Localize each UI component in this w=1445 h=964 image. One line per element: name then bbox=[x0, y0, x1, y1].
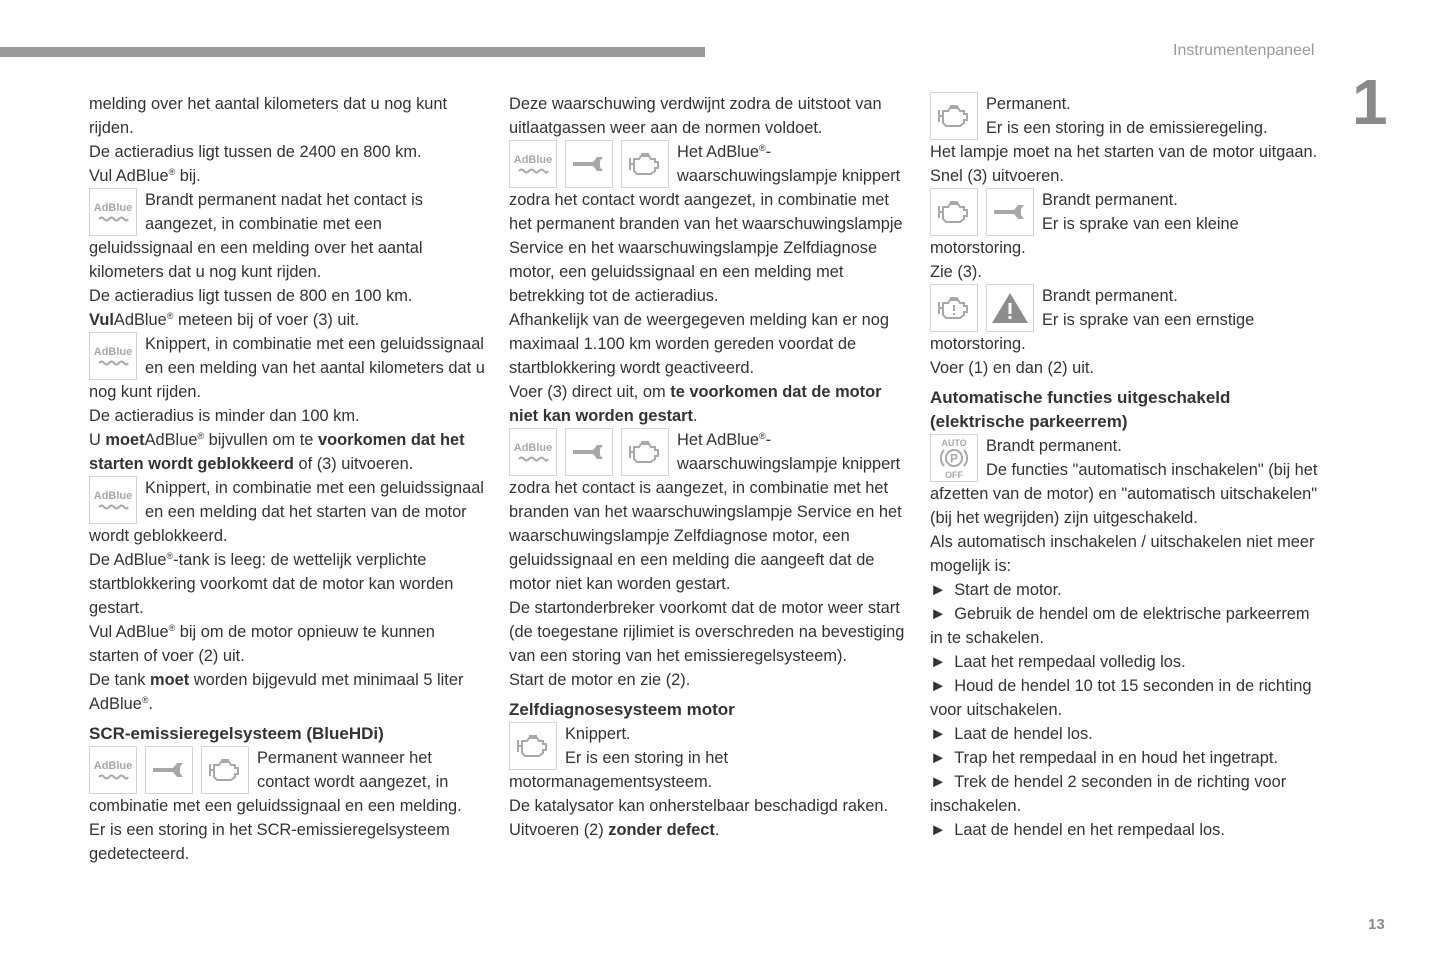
text: Voer (1) en dan (2) uit. bbox=[930, 359, 1094, 377]
warning-lamp-group bbox=[930, 284, 1034, 332]
text: bij. bbox=[175, 167, 201, 185]
warning-lamp-group bbox=[930, 92, 978, 140]
text: Permanent. bbox=[986, 95, 1071, 113]
warning-lamp-group bbox=[509, 722, 557, 770]
bullet-item bbox=[930, 650, 1326, 674]
bullet-item bbox=[930, 770, 1326, 818]
svg-text:AUTO: AUTO bbox=[941, 438, 967, 448]
text: bijvullen om te bbox=[204, 431, 318, 449]
engine-alert-icon bbox=[930, 284, 978, 332]
text: Snel (3) uitvoeren. bbox=[930, 167, 1064, 185]
section-heading: Automatische functies uitgeschakeld (elektrische parkeerrem) bbox=[930, 388, 1231, 431]
column-2 bbox=[509, 92, 905, 842]
bullet-marker-icon: ► bbox=[930, 725, 947, 743]
text: Er is een storing in de emissieregeling. bbox=[986, 119, 1268, 137]
chapter-number: 1 bbox=[1352, 66, 1388, 138]
bullet-marker-icon: ► bbox=[930, 773, 947, 791]
text: Het AdBlue bbox=[677, 143, 760, 161]
registered-mark: ® bbox=[197, 431, 205, 441]
text: Start de motor en zie (2). bbox=[509, 671, 691, 689]
text: Brandt permanent. bbox=[986, 437, 1122, 455]
svg-text:AdBlue: AdBlue bbox=[93, 346, 133, 358]
text: Knippert, in combinatie met een geluidssignaal en een melding dat het starten van de motor wordt geblokkeerd. bbox=[89, 479, 484, 545]
text: U bbox=[89, 431, 106, 449]
svg-text:AdBlue: AdBlue bbox=[513, 442, 553, 454]
paragraph bbox=[509, 722, 905, 794]
registered-mark: ® bbox=[168, 167, 176, 177]
adblue-icon bbox=[89, 332, 137, 380]
paragraph bbox=[89, 620, 485, 668]
warning-lamp-group bbox=[930, 434, 978, 482]
svg-text:P: P bbox=[949, 451, 959, 466]
bullet-text: Houd de hendel 10 tot 15 seconden in de richting voor uitschakelen. bbox=[930, 677, 1312, 719]
bullet-text: Gebruik de hendel om de elektrische parkeerrem in te schakelen. bbox=[930, 605, 1310, 647]
adblue-icon bbox=[509, 140, 557, 188]
paragraph bbox=[930, 164, 1326, 188]
engine-icon bbox=[201, 746, 249, 794]
paragraph bbox=[509, 308, 905, 380]
engine-icon bbox=[930, 188, 978, 236]
paragraph bbox=[89, 332, 485, 404]
engine-icon bbox=[621, 428, 669, 476]
page-number: 13 bbox=[1368, 916, 1385, 933]
section-heading: Zelfdiagnosesysteem motor bbox=[509, 700, 735, 719]
bullet-item bbox=[930, 746, 1326, 770]
bold-text: te voorkomen dat de motor niet kan worden gestart bbox=[509, 383, 882, 425]
paragraph bbox=[509, 596, 905, 668]
bullet-text: Start de motor. bbox=[954, 581, 1062, 599]
text: AdBlue bbox=[113, 311, 167, 329]
registered-mark: ® bbox=[166, 311, 174, 321]
paragraph bbox=[89, 188, 485, 284]
warning-lamp-group bbox=[930, 188, 1034, 236]
column-3 bbox=[930, 92, 1326, 842]
svg-text:AdBlue: AdBlue bbox=[93, 202, 133, 214]
bullet-item bbox=[930, 722, 1326, 746]
text: De functies "automatisch inschakelen" (bij het afzetten van de motor) en "automatisch uitschakelen" (bij het wegrijden) zijn uitgeschakeld. bbox=[930, 461, 1318, 527]
paragraph bbox=[509, 818, 905, 842]
text: . bbox=[692, 407, 698, 425]
text: -waarschuwingslampje knippert zodra het contact is aangezet, in combinatie met het branden van het waarschuwingslampje Service en het waarschuwingslampje Zelfdiagnose motor, een geluidssignaal en een melding die aangeeft dat de motor niet kan worden gestart. bbox=[509, 431, 902, 593]
text: Er is een storing in het motormanagementsysteem. bbox=[509, 749, 729, 791]
bullet-item bbox=[930, 818, 1326, 842]
text: Brandt permanent nadat het contact is aangezet, in combinatie met een geluidssignaal en een melding over het aantal kilometers dat u nog kunt rijden. bbox=[89, 191, 423, 281]
adblue-icon bbox=[89, 746, 137, 794]
bold-text: moet bbox=[105, 431, 145, 449]
section-heading: SCR-emissieregelsysteem (BlueHDi) bbox=[89, 724, 384, 743]
text: De katalysator kan onherstelbaar beschadigd raken. bbox=[509, 797, 889, 815]
bold-text: zonder defect bbox=[608, 821, 715, 839]
paragraph bbox=[509, 794, 905, 818]
paragraph bbox=[509, 140, 905, 308]
text: . bbox=[148, 695, 154, 713]
bullet-text: Laat de hendel los. bbox=[954, 725, 1093, 743]
wrench-icon bbox=[565, 428, 613, 476]
wrench-icon bbox=[565, 140, 613, 188]
text: Brandt permanent. bbox=[1042, 287, 1178, 305]
paragraph bbox=[89, 428, 485, 476]
text: Het AdBlue bbox=[677, 431, 760, 449]
registered-mark: ® bbox=[759, 143, 766, 153]
paragraph bbox=[89, 404, 485, 428]
paragraph bbox=[89, 308, 485, 332]
svg-text:AdBlue: AdBlue bbox=[93, 760, 133, 772]
paragraph bbox=[89, 284, 485, 308]
warning-icon bbox=[986, 284, 1034, 332]
text: De actieradius ligt tussen de 800 en 100 km. bbox=[89, 287, 413, 305]
bullet-marker-icon: ► bbox=[930, 653, 947, 671]
bold-text: Vul bbox=[89, 311, 114, 329]
text: worden bijgevuld met minimaal 5 liter AdBlue bbox=[89, 671, 464, 713]
text: Uitvoeren (2) bbox=[509, 821, 609, 839]
warning-lamp-group bbox=[89, 188, 137, 236]
bullet-marker-icon: ► bbox=[930, 749, 947, 767]
paragraph bbox=[89, 548, 485, 620]
paragraph bbox=[89, 668, 485, 716]
text: De actieradius is minder dan 100 km. bbox=[89, 407, 360, 425]
text: Brandt permanent. bbox=[1042, 191, 1178, 209]
text: De actieradius ligt tussen de 2400 en 800 km. bbox=[89, 143, 422, 161]
bullet-marker-icon: ► bbox=[930, 581, 947, 599]
text: De tank bbox=[89, 671, 151, 689]
paragraph bbox=[509, 92, 905, 140]
bullet-text: Trap het rempedaal in en houd het ingetrapt. bbox=[954, 749, 1279, 767]
adblue-icon bbox=[509, 428, 557, 476]
text: Het lampje moet na het starten van de motor uitgaan. bbox=[930, 143, 1318, 161]
adblue-icon bbox=[89, 188, 137, 236]
paragraph bbox=[89, 92, 485, 140]
text: Deze waarschuwing verdwijnt zodra de uitstoot van uitlaatgassen weer aan de normen voldoet. bbox=[509, 95, 882, 137]
bullet-text: Laat de hendel en het rempedaal los. bbox=[954, 821, 1225, 839]
text: Vul AdBlue bbox=[89, 167, 169, 185]
text: melding over het aantal kilometers dat u nog kunt rijden. bbox=[89, 95, 448, 137]
text: Vul AdBlue bbox=[89, 623, 169, 641]
text: Er is een storing in het SCR-emissieregelsysteem gedetecteerd. bbox=[89, 821, 450, 863]
text: bij om de motor opnieuw te kunnen starten of voer (2) uit. bbox=[89, 623, 435, 665]
bullet-text: Trek de hendel 2 seconden in de richting voor inschakelen. bbox=[930, 773, 1287, 815]
paragraph bbox=[930, 434, 1326, 530]
engine-icon bbox=[509, 722, 557, 770]
text: -tank is leeg: de wettelijk verplichte startblokkering voorkomt dat de motor kan worden gestart. bbox=[89, 551, 454, 617]
text: De AdBlue bbox=[89, 551, 167, 569]
text: . bbox=[714, 821, 720, 839]
header-bar bbox=[0, 47, 705, 57]
registered-mark: ® bbox=[141, 695, 149, 705]
engine-icon bbox=[930, 92, 978, 140]
paragraph bbox=[89, 818, 485, 866]
wrench-icon bbox=[986, 188, 1034, 236]
paragraph bbox=[89, 140, 485, 164]
paragraph bbox=[509, 428, 905, 596]
bullet-marker-icon: ► bbox=[930, 605, 947, 623]
paragraph bbox=[930, 188, 1326, 260]
warning-lamp-group bbox=[89, 476, 137, 524]
paragraph bbox=[509, 380, 905, 428]
text: meteen bij of voer (3) uit. bbox=[173, 311, 360, 329]
paragraph bbox=[930, 140, 1326, 164]
paragraph bbox=[930, 260, 1326, 284]
paragraph bbox=[930, 356, 1326, 380]
text: AdBlue bbox=[144, 431, 198, 449]
column-1 bbox=[89, 92, 485, 866]
text: of (3) uitvoeren. bbox=[293, 455, 414, 473]
bullet-marker-icon: ► bbox=[930, 677, 947, 695]
text: Er is sprake van een kleine motorstoring. bbox=[930, 215, 1239, 257]
section-title: Instrumentenpaneel bbox=[1173, 42, 1315, 59]
text: Zie (3). bbox=[930, 263, 982, 281]
bullet-item bbox=[930, 674, 1326, 722]
wrench-icon bbox=[145, 746, 193, 794]
registered-mark: ® bbox=[759, 431, 766, 441]
text: Als automatisch inschakelen / uitschakelen niet meer mogelijk is: bbox=[930, 533, 1315, 575]
registered-mark: ® bbox=[166, 551, 174, 561]
paragraph bbox=[89, 746, 485, 818]
text: -waarschuwingslampje knippert zodra het contact wordt aangezet, in combinatie met het permanent branden van het waarschuwingslampje Service en het waarschuwingslampje Zelfdiagnose motor, een geluidssignaal en een melding met betrekking tot de actieradius. bbox=[509, 143, 903, 305]
svg-text:AdBlue: AdBlue bbox=[513, 154, 553, 166]
text: De startonderbreker voorkomt dat de motor weer start (de toegestane rijlimiet is overschreden na bevestiging van een storing van het emissieregelsysteem). bbox=[509, 599, 905, 665]
warning-lamp-group bbox=[89, 746, 249, 794]
auto-park-icon bbox=[930, 434, 978, 482]
registered-mark: ® bbox=[168, 623, 176, 633]
bullet-marker-icon: ► bbox=[930, 821, 947, 839]
paragraph bbox=[930, 284, 1326, 356]
paragraph bbox=[930, 530, 1326, 578]
paragraph bbox=[89, 476, 485, 548]
text: Knippert, in combinatie met een geluidssignaal en een melding van het aantal kilometers dat u nog kunt rijden. bbox=[89, 335, 485, 401]
bold-text: moet bbox=[150, 671, 190, 689]
text: Knippert. bbox=[565, 725, 631, 743]
engine-icon bbox=[621, 140, 669, 188]
text: Er is sprake van een ernstige motorstoring. bbox=[930, 311, 1255, 353]
warning-lamp-group bbox=[89, 332, 137, 380]
paragraph bbox=[89, 164, 485, 188]
bullet-text: Laat het rempedaal volledig los. bbox=[954, 653, 1186, 671]
warning-lamp-group bbox=[509, 140, 669, 188]
text: Voer (3) direct uit, om bbox=[509, 383, 671, 401]
warning-lamp-group bbox=[509, 428, 669, 476]
paragraph bbox=[509, 668, 905, 692]
bullet-item bbox=[930, 578, 1326, 602]
text: Afhankelijk van de weergegeven melding kan er nog maximaal 1.100 km worden gereden voordat de startblokkering wordt geactiveerd. bbox=[509, 311, 889, 377]
paragraph bbox=[930, 92, 1326, 140]
svg-text:AdBlue: AdBlue bbox=[93, 490, 133, 502]
bold-text: voorkomen dat het starten wordt geblokkeerd bbox=[89, 431, 465, 473]
bullet-item bbox=[930, 602, 1326, 650]
adblue-icon bbox=[89, 476, 137, 524]
svg-text:OFF: OFF bbox=[945, 470, 963, 480]
text: Permanent wanneer het contact wordt aangezet, in combinatie met een geluidssignaal en een melding. bbox=[89, 749, 462, 815]
